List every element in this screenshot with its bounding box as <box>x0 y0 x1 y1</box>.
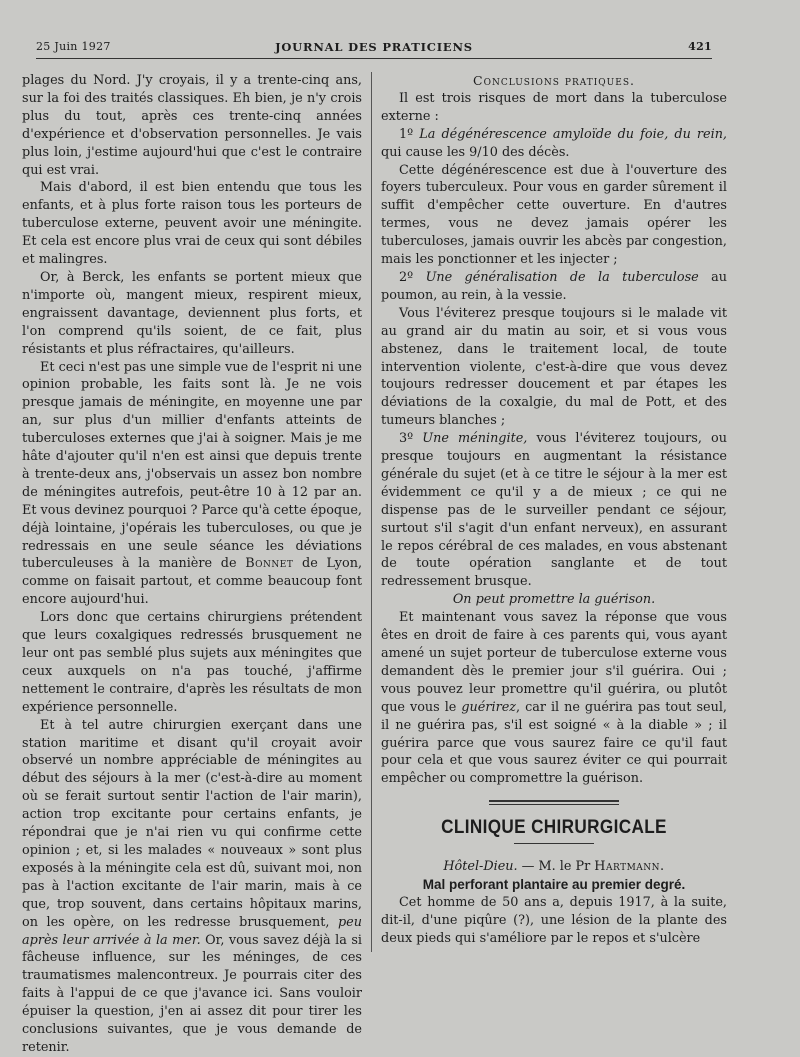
risk-2-paragraph: Vous l'éviterez presque toujours si le malade vit au grand air du matin au soir, et si vous vous abstenez, dans le traitement local, de toute intervention violente, c'est-à-dire que vous devez toujours redresser doucement et par étapes les déviations de la coxalgie, du mal de Pott, et des tumeurs blanches ; <box>381 305 727 429</box>
risk-3 <box>381 430 727 591</box>
left-paragraph-2: Mais d'abord, il est bien entendu que tous les enfants, et à plus forte raison tous les porteurs de tuberculose externe, peuvent avoir une méningite. Et cela est encore plus vrai de ceux qui sont débiles et malingres. <box>22 180 362 268</box>
italic-phrase: peu après leur arrivée à la mer. <box>22 914 362 948</box>
hospital-text: — M. le Pr <box>517 859 595 875</box>
conclusions-heading: Conclusions pratiques. <box>473 73 635 88</box>
risk-1-paragraph: Cette dégénérescence est due à l'ouverture des foyers tuberculeux. Pour vous en garder sûrement il suffit d'empêcher cette ouverture. En d'autres termes, vous ne devez jamais opérer les tuberculoses, jamais ouvrir les abcès par congestion, mais les ponctionner et les injecter ; <box>381 162 727 268</box>
section-title: CLINIQUE CHIRURGICALE <box>441 816 667 839</box>
guerison-heading: On peut promettre la guérison. <box>452 592 656 608</box>
left-paragraph-1: plages du Nord. J'y croyais, il y a trente-cinq ans, sur la foi des traités classiques. Eh bien, je n'y crois plus du tout, après ces trente-cinq années d'expérience et d'observation personnelles. Je vais plus loin, j'estime aujourd'hui que c'est le contraire qui est vrai. <box>22 73 362 178</box>
risk-2 <box>381 269 727 305</box>
paragraph-text: Or, vous savez déjà la si fâcheuse influence, sur les méninges, de ces traumatismes malencontreux. Je pourrais citer des faits à l'appui de ce que j'avance ici. Sans vouloir épuiser la question, j'en ai assez dit pour tirer les conclusions suivantes, que je vous demande de retenir. <box>22 932 362 1055</box>
hospital-name: Hôtel-Dieu. <box>443 859 518 875</box>
risk-title: Une généralisation de la tuberculose <box>425 269 699 285</box>
paragraph-text: de Lyon, comme on faisait partout, et comme beaucoup font encore aujourd'hui. <box>22 556 363 608</box>
risk-number: 3º <box>399 431 423 447</box>
paragraph-text: , car il ne guérira pas tout seul, il ne guérira pas, s'il est soigné « à la diable » ; il guérira parce que vous saurez faire ce qu'il faut pour cela et que vous saurez éviter ce qui pourrait empêcher ou compromettre la guérison. <box>381 699 727 787</box>
hospital-line <box>381 858 727 876</box>
case-title: Mal perforant plantaire au premier degré. <box>422 877 686 893</box>
risk-text: au poumon, au rein, à la vessie. <box>381 269 727 303</box>
left-paragraph-6 <box>22 717 362 1057</box>
italic-word: guérirez <box>461 699 517 715</box>
risk-number: 1º <box>399 126 420 142</box>
paragraph-text: Et ceci n'est pas une simple vue de l'esprit ni une opinion probable, les faits sont là. Je ne vois presque jamais de méningite, en moyenne une par an, sur plus d'un millier d'enfants atteints de tuberculoses externes que j'ai à soigner. Mais je me hâte d'ajouter qu'il n'en est ainsi que depuis trente à trente-deux ans, j'observais un assez bon nombre de méningites autrefois, peut-être 10 à 12 par an. Et vous devinez pourquoi ? Parce qu'à cette époque, déjà lointaine, j'opérais les tuberculoses, ou que je redressais en une seule séance les déviations tuberculeuses à la manière de <box>22 359 363 572</box>
page-header <box>36 38 712 58</box>
separator-line <box>489 800 619 802</box>
left-column <box>22 72 362 1057</box>
column-divider <box>371 72 372 952</box>
guerison-paragraph <box>381 609 727 788</box>
page-number: 421 <box>688 40 712 53</box>
left-paragraph-5: Lors donc que certains chirurgiens prétendent que leurs coxalgiques redressés brusquement ne leur ont pas semblé plus sujets aux méningites que ceux auxquels on n'a pas touché, j'affirme nettement le contraire, d'après les résultats de mon expérience personnelle. <box>22 610 362 715</box>
risks-intro: Il est trois risques de mort dans la tuberculose externe : <box>381 90 727 124</box>
header-rule <box>36 58 712 59</box>
professor-name: Hartmann. <box>594 859 665 875</box>
separator-line <box>489 804 619 805</box>
paragraph-text: Et maintenant vous savez la réponse que vous êtes en droit de faire à ces parents qui, vous ayant amené un sujet porteur de tuberculose externe vous demandent dès le premier jour s'il guérira. Oui ; vous pouvez leur promettre qu'il guérira, ou plutôt que vous le <box>381 610 727 715</box>
journal-title: JOURNAL DES PRATICIENS <box>275 40 473 54</box>
paragraph-text: Et à tel autre chirurgien exerçant dans une station maritime et disant qu'il croyait avoir observé un nombre appréciable de méningites au début des séjours à la mer (c'est-à-dire au moment où se ferait surtout sentir l'action de l'air marin), action trop excitante pour certains enfants, je répondrai que je n'ai rien vu qui confirme cette opinion ; et, si les malades « nouveaux » sont plus exposés à la méningite cela est dû, suivant moi, non pas à l'action excitante de l'air marin, mais à ce que, trop souvent, dans certains hôpitaux marins, on les opère, on les redresse brusquement, <box>22 717 362 930</box>
section-title-rule <box>514 843 594 844</box>
risk-text: vous l'éviterez toujours, ou presque toujours en augmentant la résistance générale du sujet (et à ce titre le séjour à la mer est évidemment ce qu'il y a de mieux ; ce qui ne dispense pas de le surveiller pendant ce séjour, surtout s'il s'agit d'un enfant nerveux), en assurant le repos cérébral de ces malades, en vous abstenant de toute opération sanglante et de tout redressement brusque. <box>381 431 727 590</box>
risk-title: La dégénérescence amyloïde du foie, du rein, <box>419 126 727 142</box>
risk-text: qui cause les 9/10 des décès. <box>381 144 570 160</box>
risk-title: Une méningite, <box>422 431 528 447</box>
risk-1 <box>381 126 727 162</box>
case-text: Cet homme de 50 ans a, depuis 1917, à la suite, dit-il, d'une piqûre (?), une lésion de la plante des deux pieds qui s'améliore par le repos et s'ulcère <box>381 894 727 946</box>
left-paragraph-4 <box>22 359 362 610</box>
section-separator <box>489 800 619 805</box>
header-date: 25 Juin 1927 <box>36 40 111 53</box>
left-paragraph-3: Or, à Berck, les enfants se portent mieux que n'importe où, mangent mieux, respirent mieux, engraissent davantage, deviennent plus forts, et l'on comprend qu'ils soient, de ce fait, plus résistants et plus réfractaires, qu'ailleurs. <box>22 269 362 357</box>
right-column <box>381 72 727 948</box>
risk-number: 2º <box>399 269 426 285</box>
author-name-bonnet: Bonnet <box>245 556 294 572</box>
